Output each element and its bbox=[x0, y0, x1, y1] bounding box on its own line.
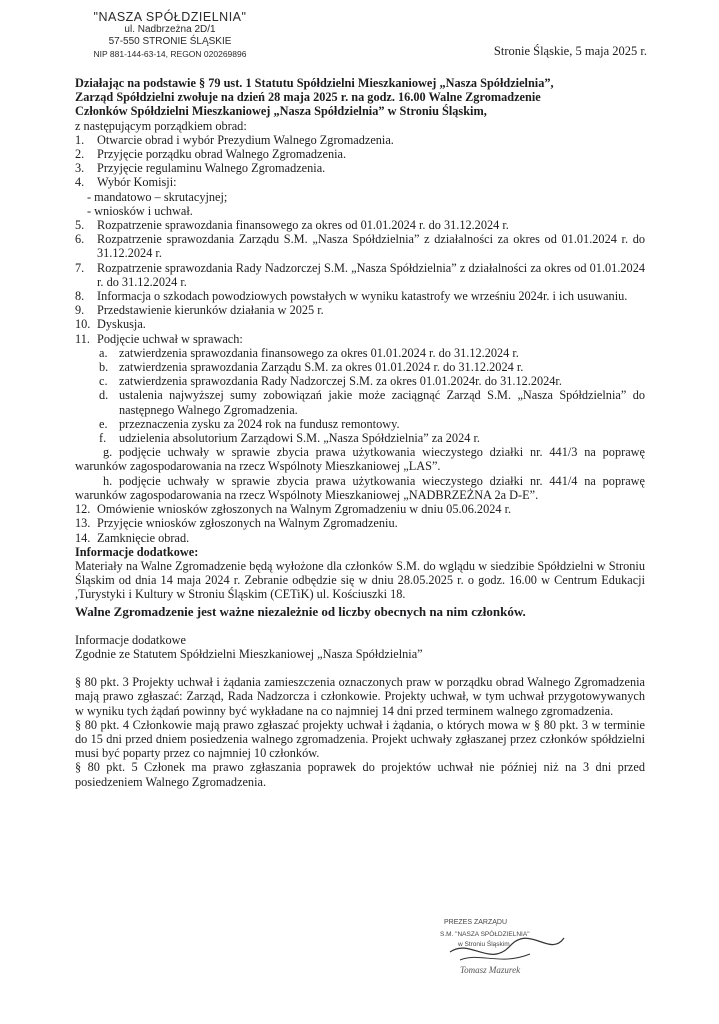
agenda-item bbox=[75, 147, 645, 161]
agenda-item-number: 4. bbox=[75, 175, 85, 190]
intro-line: Zarząd Spółdzielni zwołuje na dzień 28 maja 2025 r. na godz. 16.00 Walne Zgromadzenie bbox=[75, 90, 541, 105]
agenda-item-text: Rozpatrzenie sprawozdania Zarządu S.M. „Nasza Spółdzielnia” z działalności za okres od 01.01.2024 r. do 31.12.2024 r. bbox=[97, 232, 645, 261]
agenda-item-number: 5. bbox=[75, 218, 85, 233]
agenda-item-text: - mandatowo – skrutacyjnej; bbox=[87, 189, 228, 204]
resolution-item bbox=[75, 388, 645, 416]
agenda-item-text: Przyjęcie porządku obrad Walnego Zgromadzenia. bbox=[97, 147, 347, 162]
agenda-item bbox=[75, 332, 645, 346]
agenda-item-number: 9. bbox=[75, 303, 85, 318]
svg-text:w Stroniu Śląskim: w Stroniu Śląskim bbox=[458, 941, 510, 948]
agenda-item-text: Otwarcie obrad i wybór Prezydium Walnego Zgromadzenia. bbox=[97, 132, 394, 147]
statute-paragraph: § 80 pkt. 3 Projekty uchwał i żądania zamieszczenia oznaczonych praw w porządku obrad Walnego Zgromadzenia mają prawo zgłaszać: Zarząd, Rada Nadzorcza i członkowie. Projekty uchwał, w tym uchwał przygotowywanych w wyniku tych żądań powinny być wykładane na co najmniej 14 dni przed terminem walnego zgromadzenia. bbox=[75, 675, 645, 718]
agenda-item-text: Przyjęcie regulaminu Walnego Zgromadzenia. bbox=[97, 161, 326, 176]
agenda-item bbox=[75, 133, 645, 147]
resolution-h: h. podjęcie uchwały w sprawie zbycia prawa użytkowania wieczystego działki nr. 441/4 na poprawę warunków zagospodarowania na rzecz Wspólnoty Mieszkaniowej „NADBRZEŻNA 2a D-E”. bbox=[75, 473, 645, 502]
resolution-item-text: zatwierdzenia sprawozdania Zarządu S.M. za okres 01.01.2024 r. do 31.12.2024 r. bbox=[119, 360, 524, 375]
resolution-item-text: zatwierdzenia sprawozdania finansowego za okres 01.01.2024 r. do 31.12.2024 r. bbox=[119, 345, 519, 360]
agenda-item-text: Podjęcie uchwał w sprawach: bbox=[97, 331, 243, 346]
agenda-item bbox=[75, 502, 645, 516]
agenda-item-number: 11. bbox=[75, 331, 90, 346]
resolution-item-text: przeznaczenia zysku za 2024 rok na fundusz remontowy. bbox=[119, 416, 400, 431]
org-ids: NIP 881-144-63-14, REGON 020269896 bbox=[93, 49, 247, 59]
agenda-item bbox=[75, 161, 645, 175]
resolution-item-number: a. bbox=[99, 345, 108, 360]
agenda-item-text: Przedstawienie kierunków działania w 2025 r. bbox=[97, 303, 324, 318]
agenda-item-number: 7. bbox=[75, 260, 85, 275]
agenda-item-number: 2. bbox=[75, 147, 85, 162]
org-name: "NASZA SPÓŁDZIELNIA" bbox=[93, 10, 247, 24]
resolution-item-number: e. bbox=[99, 416, 108, 431]
additional-heading: Informacje dodatkowe: bbox=[75, 544, 199, 559]
resolution-item-number: c. bbox=[99, 374, 108, 389]
agenda-item bbox=[75, 261, 645, 289]
agenda-item-text: Przyjęcie wniosków zgłoszonych na Walnym Zgromadzeniu. bbox=[97, 516, 398, 531]
resolution-list bbox=[75, 346, 645, 445]
agenda-item bbox=[75, 531, 645, 545]
agenda-item bbox=[75, 516, 645, 530]
resolution-item bbox=[75, 374, 645, 388]
intro-line: Członków Spółdzielni Mieszkaniowej „Nasza Spółdzielnia” w Stroniu Śląskim, bbox=[75, 104, 487, 119]
agenda-item bbox=[75, 218, 645, 232]
agenda-item bbox=[75, 317, 645, 331]
resolution-item-text: zatwierdzenia sprawozdania Rady Nadzorczej S.M. za okres 01.01.2024r. do 31.12.2024r. bbox=[119, 374, 562, 389]
agenda-item bbox=[75, 303, 645, 317]
resolution-item-number: d. bbox=[99, 388, 109, 403]
resolution-g: g. podjęcie uchwały w sprawie zbycia prawa użytkowania wieczystego działki nr. 441/3 na poprawę warunków zagospodarowania na rzecz Wspólnoty Mieszkaniowej „LAS”. bbox=[75, 445, 645, 474]
validity-note: Walne Zgromadzenie jest ważne niezależnie od liczby obecnych na nim członków. bbox=[75, 603, 526, 619]
agenda-item bbox=[75, 289, 645, 303]
resolution-item-text: udzielenia absolutorium Zarządowi S.M. „Nasza Spółdzielnia” za 2024 r. bbox=[119, 431, 480, 446]
resolution-item bbox=[75, 360, 645, 374]
agenda-item-text: Omówienie wniosków zgłoszonych na Walnym Zgromadzeniu w dniu 05.06.2024 r. bbox=[97, 502, 512, 517]
resolution-item-number: b. bbox=[99, 360, 109, 375]
svg-text:S.M. "NASZA SPÓŁDZIELNIA": S.M. "NASZA SPÓŁDZIELNIA" bbox=[440, 931, 530, 938]
document-body bbox=[75, 76, 645, 789]
org-street: ul. Nadbrzeżna 2D/1 bbox=[124, 24, 216, 35]
agenda-item-number: 1. bbox=[75, 132, 85, 147]
document-date: Stronie Śląskie, 5 maja 2025 r. bbox=[493, 44, 647, 58]
agenda-item-text: Zamknięcie obrad. bbox=[97, 530, 190, 545]
resolution-item bbox=[75, 417, 645, 431]
agenda-item bbox=[75, 232, 645, 260]
additional-text: Materiały na Walne Zgromadzenie będą wyłożone dla członków S.M. do wglądu w siedzibie Spółdzielni w Stroniu Śląskim od dnia 14 maja 2024 r. Zebranie odbędzie się w dniu 28.05.2025 r. o godz. 16.00 w Centrum Edukacji ,Turystyki i Kultury w Stroniu Śląskim (CETiK) ul. Kościuszki 18. bbox=[75, 558, 645, 602]
signatory-name: Tomasz Mazurek bbox=[460, 965, 521, 975]
agenda-item-text: Rozpatrzenie sprawozdania Rady Nadzorczej S.M. „Nasza Spółdzielnia” z działalności za okres od 01.01.2024 r. do 31.12.2024 r. bbox=[97, 260, 645, 289]
intro bbox=[75, 76, 645, 119]
agenda-item-text: Wybór Komisji: bbox=[97, 175, 177, 190]
statute-paragraph: § 80 pkt. 5 Członek ma prawo zgłaszania poprawek do projektów uchwał nie później niż na 3 dni przed posiedzeniem Walnego Zgromadzenia. bbox=[75, 760, 645, 789]
agenda-item bbox=[75, 190, 645, 204]
agenda-item-number: 13. bbox=[75, 516, 91, 531]
agenda-item-number: 3. bbox=[75, 161, 85, 176]
agenda-list bbox=[75, 133, 645, 346]
resolution-item bbox=[75, 431, 645, 445]
letterhead-stamp bbox=[70, 10, 270, 60]
agenda-item-number: 14. bbox=[75, 530, 91, 545]
agenda-item-number: 6. bbox=[75, 232, 85, 247]
statute-subheading: Zgodnie ze Statutem Spółdzielni Mieszkaniowej „Nasza Spółdzielnia” bbox=[75, 646, 423, 661]
agenda-item bbox=[75, 175, 645, 189]
resolution-item-text: ustalenia najwyższej sumy zobowiązań jakie może zaciągnąć Zarząd S.M. „Nasza Spółdzielnia” do następnego Walnego Zgromadzenia. bbox=[119, 388, 645, 417]
intro-line: Działając na podstawie § 79 ust. 1 Statutu Spółdzielni Mieszkaniowej „Nasza Spółdzielnia”, bbox=[75, 76, 554, 90]
resolution-item-number: f. bbox=[99, 431, 107, 446]
agenda-end-list bbox=[75, 502, 645, 545]
statute-paragraph: § 80 pkt. 4 Członkowie mają prawo zgłaszać projekty uchwał i żądania, o których mowa w § 80 pkt. 3 w terminie do 15 dni przed dniem posiedzenia walnego zgromadzenia. Projekt uchwały zgłaszanej przez członków spółdzielni musi być poparty przez co najmniej 10 członków. bbox=[75, 717, 645, 761]
agenda-item-text: Informacja o szkodach powodziowych powstałych w wyniku katastrofy we wrześniu 2024r. i ich usuwaniu. bbox=[97, 289, 628, 304]
agenda-intro: z następującym porządkiem obrad: bbox=[75, 118, 247, 133]
agenda-item-number: 8. bbox=[75, 289, 85, 304]
resolution-item bbox=[75, 346, 645, 360]
agenda-item-number: 12. bbox=[75, 502, 91, 517]
agenda-item-text: Rozpatrzenie sprawozdania finansowego za okres od 01.01.2024 r. do 31.12.2024 r. bbox=[97, 218, 509, 233]
statute-heading: Informacje dodatkowe bbox=[75, 632, 186, 647]
agenda-item-text: - wniosków i uchwał. bbox=[87, 203, 193, 218]
agenda-item bbox=[75, 204, 645, 218]
agenda-item-text: Dyskusja. bbox=[97, 317, 146, 332]
agenda-item-number: 10. bbox=[75, 317, 91, 332]
svg-text:PREZES ZARZĄDU: PREZES ZARZĄDU bbox=[444, 919, 508, 926]
org-city: 57-550 STRONIE ŚLĄSKIE bbox=[108, 36, 232, 47]
